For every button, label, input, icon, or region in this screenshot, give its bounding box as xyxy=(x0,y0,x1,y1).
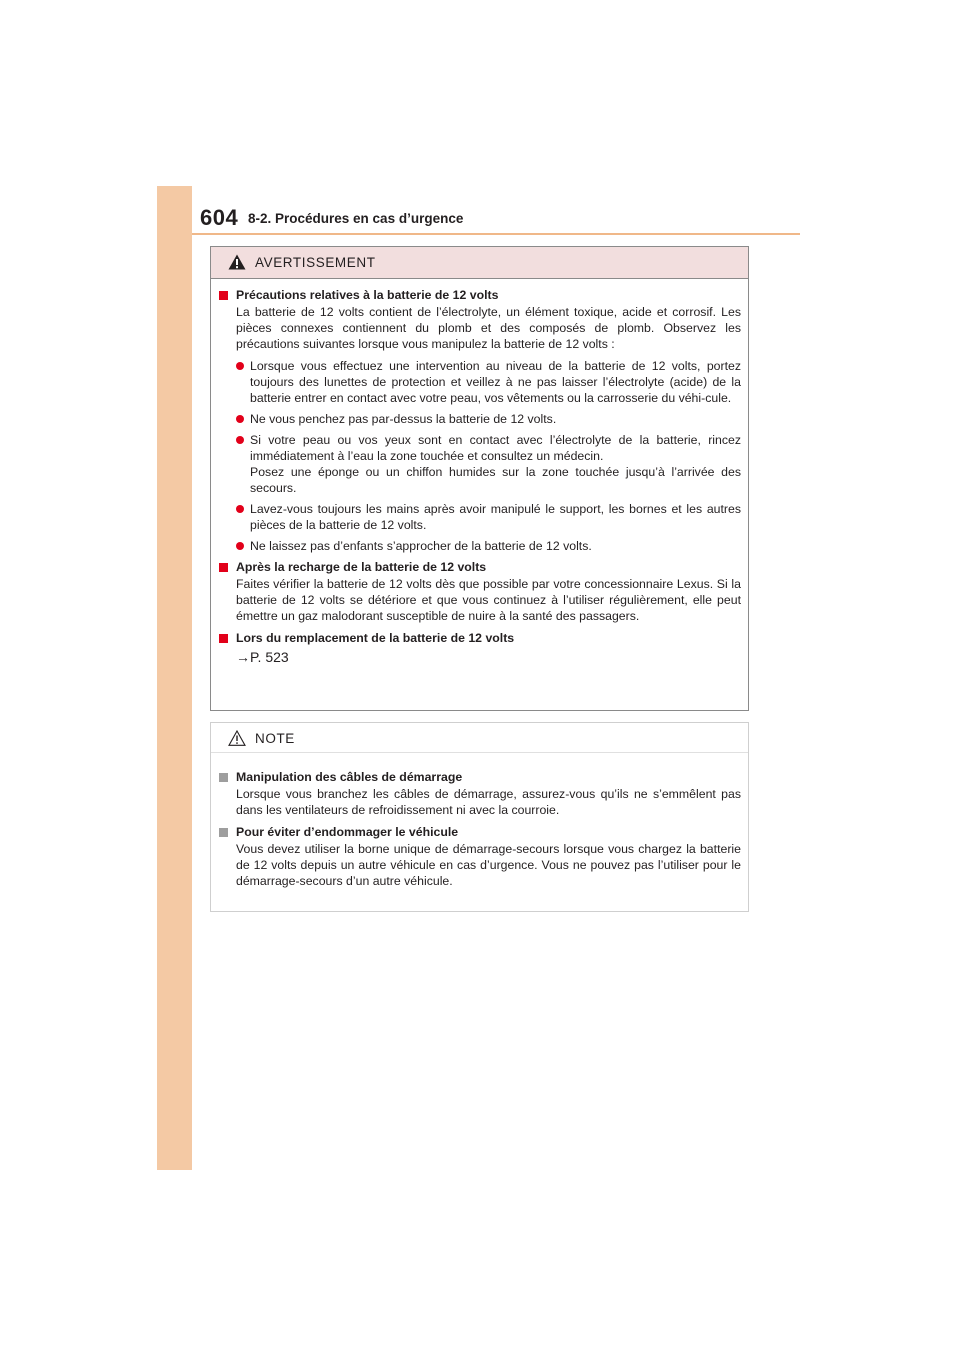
section-heading: Lors du remplacement de la batterie de 12 volts xyxy=(218,630,741,646)
red-square-bullet-icon xyxy=(219,563,228,572)
caution-triangle-outline-icon xyxy=(228,730,246,746)
note-header xyxy=(211,723,748,753)
header-rule xyxy=(192,233,800,235)
section-text: Faites vérifier la batterie de 12 volts dès que possible par votre concessionnaire Lexus. Si la batterie de 12 volts se détériore et que vous continuez à l’utiliser régulièrement, elle peut émettre un gaz malodorant susceptible de nuire à la santé des passagers. xyxy=(236,577,741,623)
chapter-title: 8-2. Procédures en cas d’urgence xyxy=(248,211,464,226)
list-item: Si votre peau ou vos yeux sont en contact avec l’électrolyte de la batterie, rincez immédiatement à l’eau la zone touchée et consultez un médecin. Posez une éponge ou un chiffon humides sur la zone touchée jusqu’à l’arrivée des secours. xyxy=(218,432,741,496)
red-square-bullet-icon xyxy=(219,291,228,300)
page-reference-link[interactable]: →P. 523 xyxy=(236,649,289,665)
red-dot-bullet-icon xyxy=(236,505,244,513)
section-heading: Précautions relatives à la batterie de 12 volts xyxy=(218,287,741,303)
grey-square-bullet-icon xyxy=(219,773,228,782)
note-content xyxy=(211,753,748,889)
list-item: Lavez-vous toujours les mains après avoir manipulé le support, les bornes et les autres pièces de la batterie de 12 volts. xyxy=(218,501,741,533)
warning-box xyxy=(210,246,749,711)
list-item: Lorsque vous effectuez une intervention au niveau de la batterie de 12 volts, portez toujours des lunettes de protection et veillez à ne pas laisser l’électrolyte (acide) de la batterie entrer en contact avec votre peau, vos vêtements ou la carrosserie du véhi-cule. xyxy=(218,358,741,406)
red-dot-bullet-icon xyxy=(236,542,244,550)
warning-content xyxy=(211,279,748,665)
section-heading: Pour éviter d’endommager le véhicule xyxy=(218,824,741,840)
chapter-tab-band xyxy=(157,186,192,1170)
red-square-bullet-icon xyxy=(219,634,228,643)
section-heading: Manipulation des câbles de démarrage xyxy=(218,769,741,785)
bullet-list xyxy=(218,358,741,554)
section-heading: Après la recharge de la batterie de 12 volts xyxy=(218,559,741,575)
list-item: Ne laissez pas d’enfants s’approcher de la batterie de 12 volts. xyxy=(218,538,741,554)
red-dot-bullet-icon xyxy=(236,362,244,370)
page-number: 604 xyxy=(200,205,239,230)
red-dot-bullet-icon xyxy=(236,415,244,423)
red-dot-bullet-icon xyxy=(236,436,244,444)
warning-triangle-icon xyxy=(228,254,246,270)
section-text: Lorsque vous branchez les câbles de démarrage, assurez-vous qu’ils ne s’emmêlent pas dans les ventilateurs de refroidissement ni avec la courroie. xyxy=(236,787,741,817)
list-item: Ne vous penchez pas par-dessus la batterie de 12 volts. xyxy=(218,411,741,427)
section-text: La batterie de 12 volts contient de l’électrolyte, un élément toxique, acide et corrosif. Les pièces connexes contiennent du plomb et des composés de plomb. Observez les précautions suivantes lorsque vous manipulez la batterie de 12 volts : xyxy=(236,305,741,351)
note-title: NOTE xyxy=(255,731,295,746)
grey-square-bullet-icon xyxy=(219,828,228,837)
note-box xyxy=(210,722,749,912)
warning-header xyxy=(211,247,748,279)
warning-title: AVERTISSEMENT xyxy=(255,255,376,270)
section-text: Vous devez utiliser la borne unique de démarrage-secours lorsque vous chargez la batterie de 12 volts depuis un autre véhicule en cas d’urgence. Vous ne pouvez pas l’utiliser pour le démarrage-secours d’un autre véhicule. xyxy=(236,842,741,888)
